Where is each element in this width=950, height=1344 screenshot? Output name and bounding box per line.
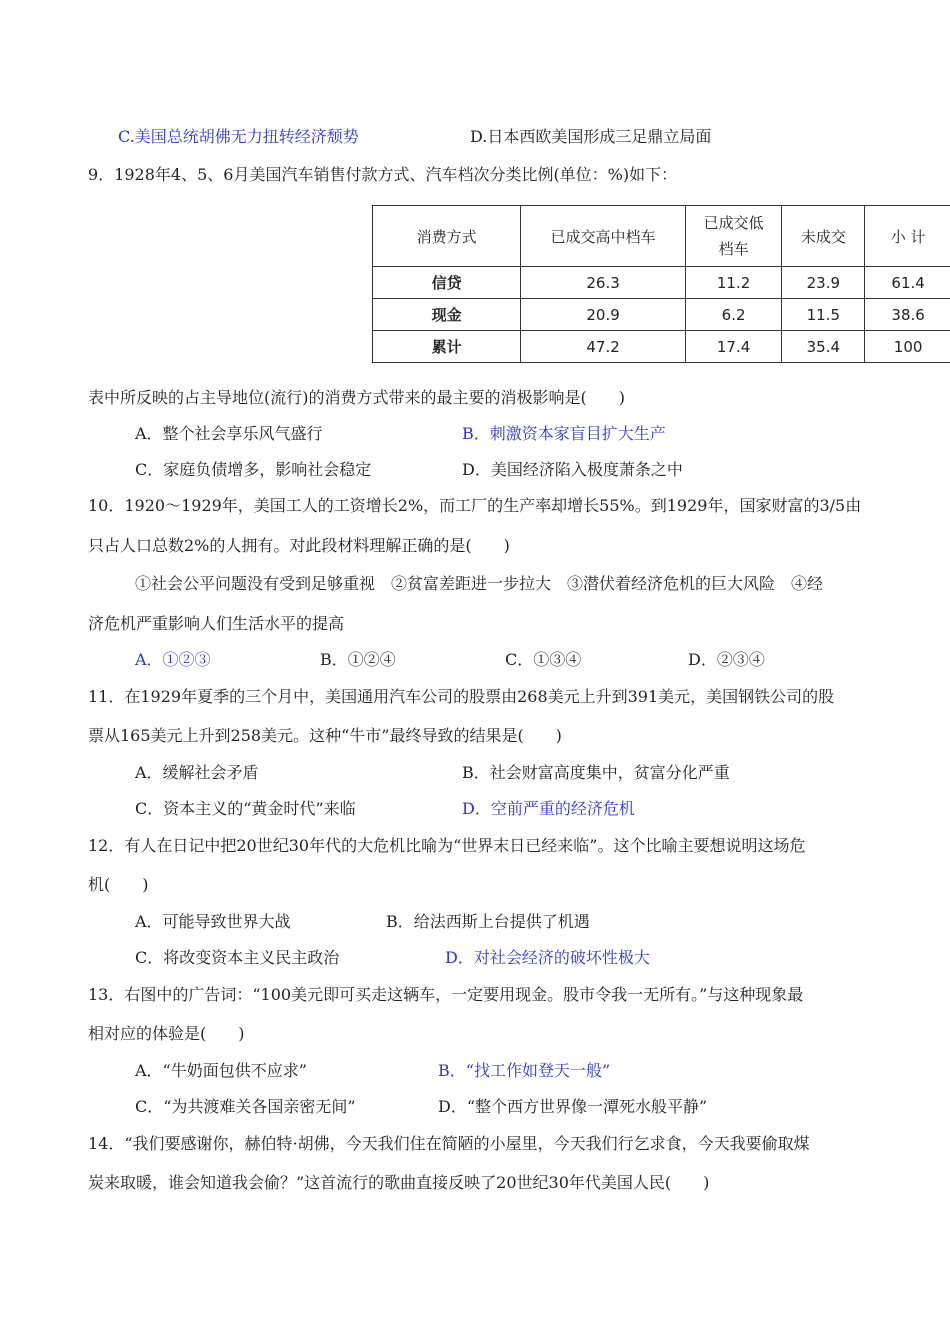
q10-option-b: B．①②④ xyxy=(320,650,396,669)
q11-line1: 11．在1929年夏季的三个月中，美国通用汽车公司的股票由268美元上升到391美元，美国钢铁公司的股 xyxy=(88,687,835,706)
q12-option-a: A．可能导致世界大战 xyxy=(135,912,291,931)
q10-line1: 10．1920～1929年，美国工人的工资增长2%，而工厂的生产率却增长55%。到1929年，国家财富的3/5由 xyxy=(88,496,862,515)
cell-low: 17.4 xyxy=(685,331,782,363)
header-low-grade xyxy=(685,206,782,267)
q14-line1: 14．“我们要感谢你，赫伯特·胡佛，今天我们住在简陋的小屋里，今天我们行乞求食，今天我要偷取煤 xyxy=(88,1134,810,1153)
q14-line2: 炭来取暖，谁会知道我会偷？”这首流行的歌曲直接反映了20世纪30年代美国人民( ) xyxy=(88,1173,710,1192)
cell-low: 11.2 xyxy=(685,267,782,299)
q9-question: 表中所反映的占主导地位(流行)的消费方式带来的最主要的消极影响是( ) xyxy=(88,388,625,407)
q11-line2: 票从165美元上升到258美元。这种“牛市”最终导致的结果是( ) xyxy=(88,726,562,745)
q13-option-c: C．“为共渡难关各国亲密无间” xyxy=(135,1097,356,1116)
row-label: 现金 xyxy=(373,299,521,331)
row-label: 累计 xyxy=(373,331,521,363)
q12-option-d: D．对社会经济的破坏性极大 xyxy=(445,948,650,967)
table-row xyxy=(373,331,950,363)
q10-option-d: D．②③④ xyxy=(688,650,765,669)
q9-stem: 9．1928年4、5、6月美国汽车销售付款方式、汽车档次分类比例(单位：%)如下： xyxy=(88,165,678,184)
header-low-grade-l2: 档车 xyxy=(718,240,749,258)
header-unsold: 未成交 xyxy=(782,206,865,267)
q11-option-c: C．资本主义的“黄金时代”来临 xyxy=(135,799,356,818)
q13-option-b: B．“找工作如登天一般” xyxy=(438,1061,611,1080)
q13-line2: 相对应的体验是( ) xyxy=(88,1024,245,1043)
q11-option-d: D．空前严重的经济危机 xyxy=(462,799,635,818)
q9-option-c: C．家庭负债增多，影响社会稳定 xyxy=(135,460,372,479)
header-payment-method: 消费方式 xyxy=(373,206,521,267)
header-low-grade-l1: 已成交低 xyxy=(703,214,764,232)
row-label: 信贷 xyxy=(373,267,521,299)
cell-unsold: 35.4 xyxy=(782,331,865,363)
q13-option-a: A．“牛奶面包供不应求” xyxy=(135,1061,307,1080)
q13-line1: 13．右图中的广告词：“100美元即可买走这辆车，一定要用现金。股市令我一无所有。”与这种现象最 xyxy=(88,985,804,1004)
q9-option-b: B．刺激资本家盲目扩大生产 xyxy=(462,424,666,443)
cell-total: 100 xyxy=(865,331,950,363)
cell-high: 26.3 xyxy=(521,267,685,299)
cell-total: 61.4 xyxy=(865,267,950,299)
q12-option-c: C．将改变资本主义民主政治 xyxy=(135,948,340,967)
q11-option-a: A．缓解社会矛盾 xyxy=(135,763,259,782)
cell-unsold: 11.5 xyxy=(782,299,865,331)
q11-option-b: B．社会财富高度集中，贫富分化严重 xyxy=(462,763,730,782)
cell-high: 20.9 xyxy=(521,299,685,331)
table-row xyxy=(373,299,950,331)
header-high-grade: 已成交高中档车 xyxy=(521,206,685,267)
q9-data-table xyxy=(372,205,950,363)
q10-option-a: A．①②③ xyxy=(135,650,211,669)
q12-line1: 12．有人在日记中把20世纪30年代的大危机比喻为“世界末日已经来临”。这个比喻主要想说明这场危 xyxy=(88,836,806,855)
q13-option-d: D．“整个西方世界像一潭死水般平静” xyxy=(438,1097,708,1116)
q8-option-c: C.美国总统胡佛无力扭转经济颓势 xyxy=(118,127,359,146)
q9-option-d: D．美国经济陷入极度萧条之中 xyxy=(462,460,683,479)
table-header-row xyxy=(373,206,950,267)
cell-unsold: 23.9 xyxy=(782,267,865,299)
cell-low: 6.2 xyxy=(685,299,782,331)
q8-option-d: D.日本西欧美国形成三足鼎立局面 xyxy=(470,127,712,146)
cell-total: 38.6 xyxy=(865,299,950,331)
q12-line2: 机( ) xyxy=(88,875,149,894)
q10-line3: ①社会公平问题没有受到足够重视 ②贫富差距进一步拉大 ③潜伏着经济危机的巨大风险 ④经 xyxy=(135,574,824,593)
q12-option-b: B．给法西斯上台提供了机遇 xyxy=(386,912,590,931)
q9-option-a: A．整个社会享乐风气盛行 xyxy=(135,424,323,443)
q10-line4: 济危机严重影响人们生活水平的提高 xyxy=(88,614,345,633)
header-subtotal: 小 计 xyxy=(865,206,950,267)
q10-line2: 只占人口总数2%的人拥有。对此段材料理解正确的是( ) xyxy=(88,536,510,555)
table-row xyxy=(373,267,950,299)
q10-option-c: C．①③④ xyxy=(505,650,582,669)
cell-high: 47.2 xyxy=(521,331,685,363)
